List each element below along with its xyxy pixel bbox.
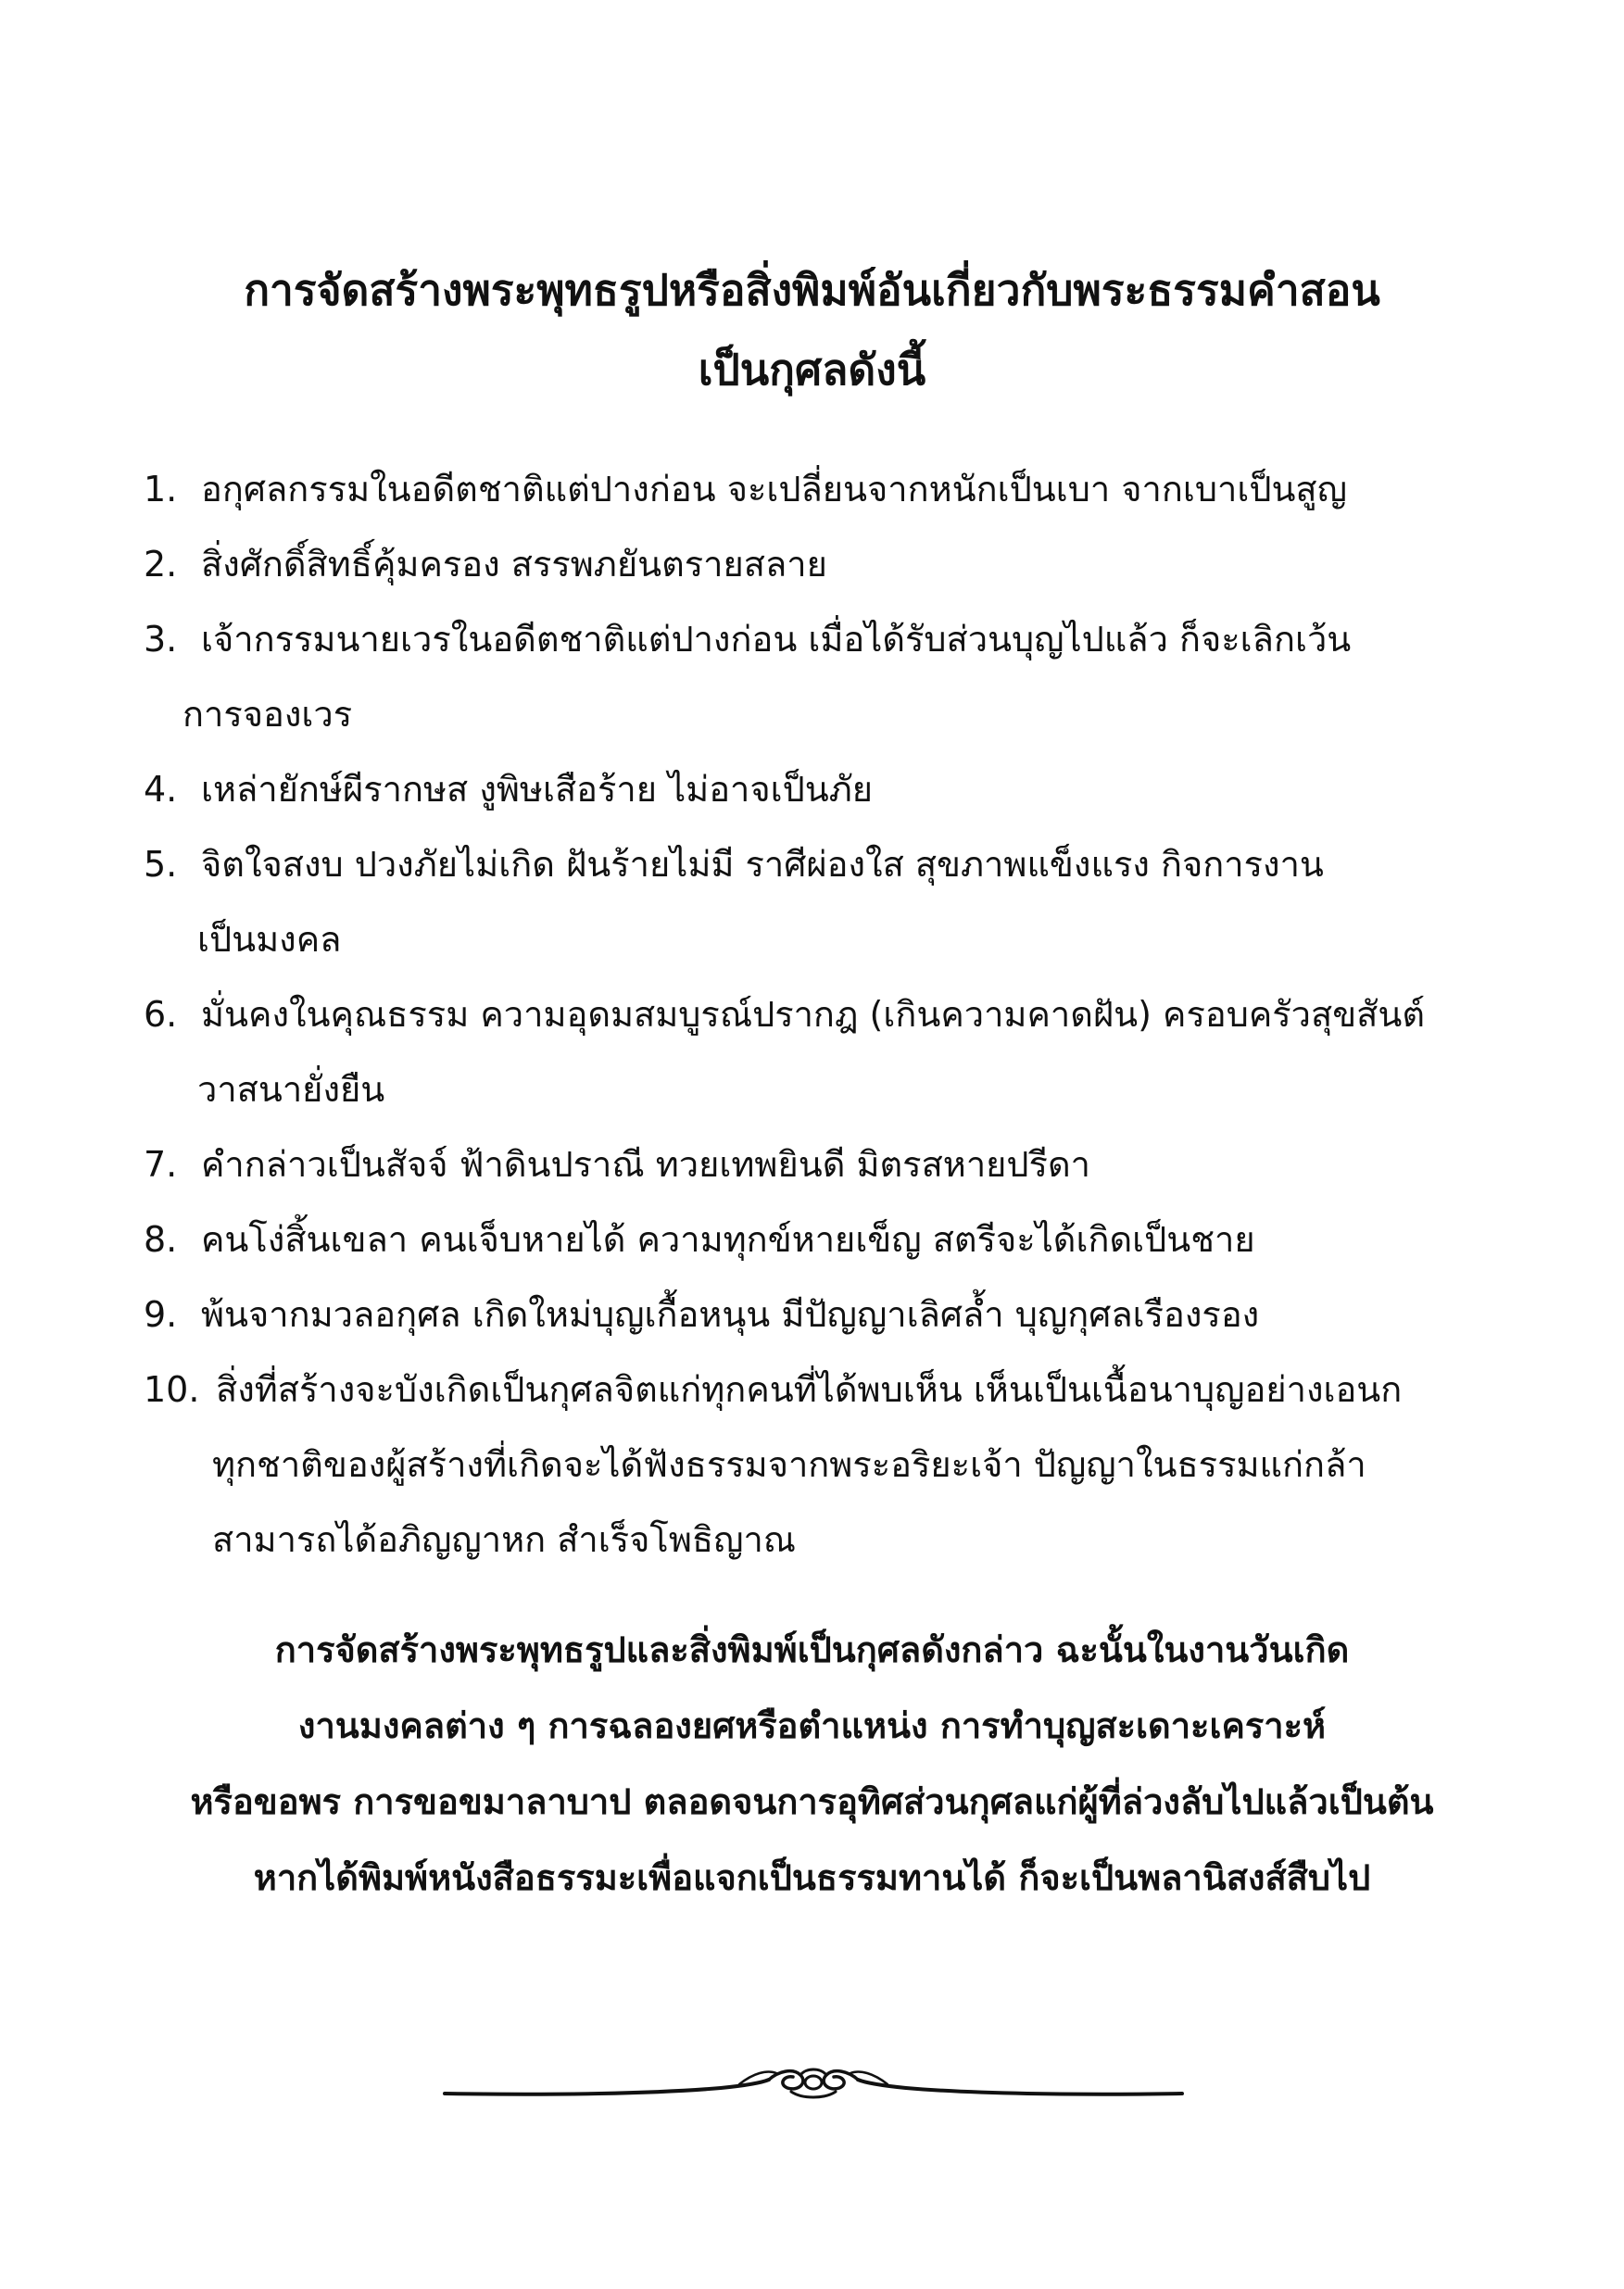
item-text-continued: ทุกชาติของผู้สร้างที่เกิดจะได้ฟังธรรมจากพระอริยะเจ้า ปัญญาในธรรมแก่กล้า — [212, 1444, 1366, 1485]
item-number: 5. — [144, 844, 178, 885]
item-text: คำกล่าวเป็นสัจจ์ ฟ้าดินปราณี ทวยเทพยินดี มิตรสหายปรีดา — [201, 1144, 1090, 1185]
title-line-1: การจัดสร้างพระพุทธรูปหรือสิ่งพิมพ์อันเกี่ยวกับพระธรรมคำสอน — [244, 265, 1380, 315]
item-text-continued: วาสนายั่งยืน — [197, 1069, 385, 1110]
item-text: สิ่งศักดิ์สิทธิ์คุ้มครอง สรรพภยันตรายสลาย — [201, 544, 827, 585]
list-item — [144, 1202, 1515, 1277]
item-number: 7. — [144, 1144, 178, 1185]
list-item — [144, 977, 1515, 1127]
item-text-continued: สามารถได้อภิญญาหก สำเร็จโพธิญาณ — [212, 1519, 797, 1560]
flourish-divider-icon — [443, 2055, 1184, 2110]
closing-line-2: งานมงคลต่าง ๆ การฉลองยศหรือตำแหน่ง การทำบุญสะเดาะเคราะห์ — [297, 1704, 1327, 1746]
item-number: 8. — [144, 1219, 178, 1260]
item-number: 6. — [144, 994, 178, 1035]
item-number: 3. — [144, 619, 178, 660]
list-item — [144, 1352, 1515, 1578]
page-title — [111, 250, 1513, 409]
list-item — [144, 752, 1515, 827]
list-item — [144, 827, 1515, 977]
item-text: จิตใจสงบ ปวงภัยไม่เกิด ฝันร้ายไม่มี ราศีผ่องใส สุขภาพแข็งแรง กิจการงาน — [201, 844, 1324, 885]
title-line-2: เป็นกุศลดังนี้ — [698, 345, 926, 395]
item-text: อกุศลกรรมในอดีตชาติแต่ปางก่อน จะเปลี่ยนจากหนักเป็นเบา จากเบาเป็นสูญ — [201, 469, 1347, 509]
item-text: เจ้ากรรมนายเวรในอดีตชาติแต่ปางก่อน เมื่อได้รับส่วนบุญไปแล้ว ก็จะเลิกเว้น — [201, 619, 1352, 660]
item-number: 9. — [144, 1294, 178, 1335]
item-text: คนโง่สิ้นเขลา คนเจ็บหายได้ ความทุกข์หายเข็ญ สตรีจะได้เกิดเป็นชาย — [201, 1219, 1255, 1260]
item-number: 4. — [144, 769, 178, 810]
item-text: มั่นคงในคุณธรรม ความอุดมสมบูรณ์ปรากฎ (เกินความคาดฝัน) ครอบครัวสุขสันต์ — [201, 994, 1426, 1035]
list-item — [144, 452, 1515, 527]
closing-line-1: การจัดสร้างพระพุทธรูปและสิ่งพิมพ์เป็นกุศลดังกล่าว ฉะนั้นในงานวันเกิด — [274, 1629, 1350, 1670]
closing-line-3: หรือขอพร การขอขมาลาบาป ตลอดจนการอุทิศส่วนกุศลแก่ผู้ที่ล่วงลับไปแล้วเป็นต้น — [190, 1780, 1434, 1822]
merit-list — [144, 452, 1515, 1578]
item-text: พ้นจากมวลอกุศล เกิดใหม่บุญเกื้อหนุน มีปัญญาเลิศล้ำ บุญกุศลเรืองรอง — [201, 1294, 1260, 1335]
item-number: 10. — [144, 1369, 200, 1410]
closing-paragraph — [111, 1612, 1513, 1916]
item-text-continued: เป็นมงคล — [197, 919, 342, 960]
list-item — [144, 527, 1515, 602]
item-text-continued: การจองเวร — [183, 694, 353, 735]
list-item — [144, 602, 1515, 752]
item-number: 1. — [144, 469, 178, 509]
item-text: เหล่ายักษ์ผีรากษส งูพิษเสือร้าย ไม่อาจเป็นภัย — [201, 769, 874, 810]
item-text: สิ่งที่สร้างจะบังเกิดเป็นกุศลจิตแก่ทุกคนที่ได้พบเห็น เห็นเป็นเนื้อนาบุญอย่างเอนก — [216, 1369, 1403, 1410]
list-item — [144, 1127, 1515, 1202]
list-item — [144, 1277, 1515, 1352]
item-number: 2. — [144, 544, 178, 585]
closing-line-4: หากได้พิมพ์หนังสือธรรมะเพื่อแจกเป็นธรรมทานได้ ก็จะเป็นพลานิสงส์สืบไป — [253, 1856, 1371, 1898]
